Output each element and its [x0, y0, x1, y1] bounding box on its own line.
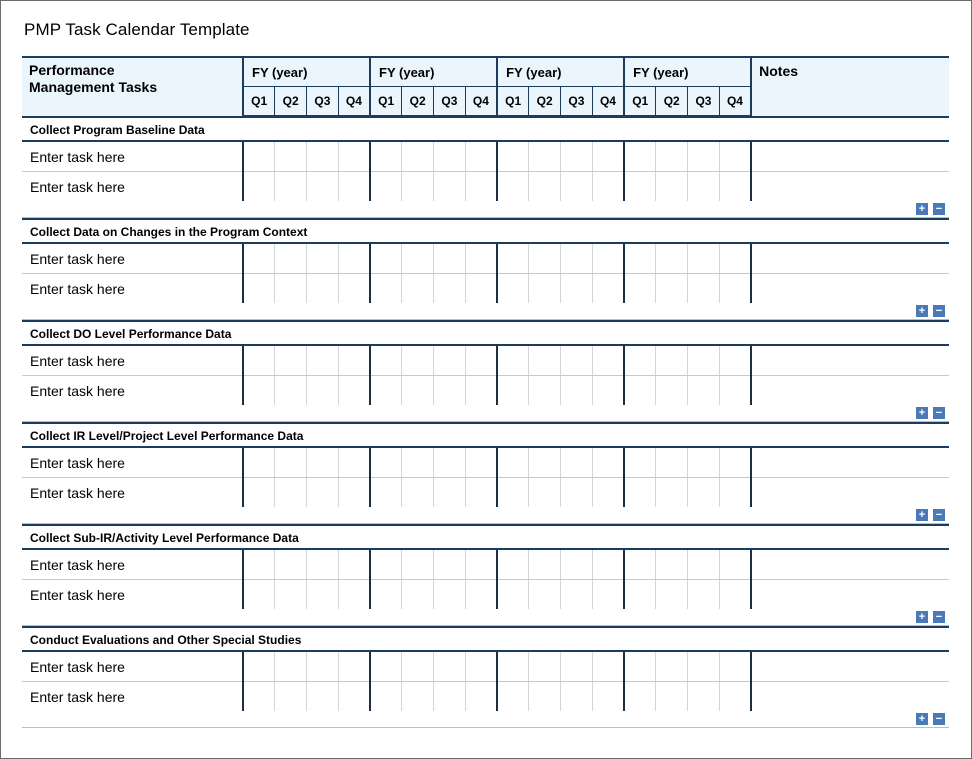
quarter-header-q3: Q3: [688, 87, 720, 116]
quarter-cell[interactable]: [592, 172, 624, 202]
quarter-cell[interactable]: [624, 376, 656, 406]
calendar-header: [22, 56, 949, 116]
quarter-cell[interactable]: [370, 274, 402, 304]
tasks-header-line2: Management Tasks: [29, 79, 158, 95]
quarter-cell[interactable]: [592, 346, 624, 376]
quarter-cell[interactable]: [275, 652, 307, 682]
row-controls: [22, 405, 949, 422]
quarter-cell[interactable]: [719, 682, 751, 712]
quarter-header-q4: Q4: [719, 87, 751, 116]
quarter-cell[interactable]: [243, 244, 275, 274]
quarter-cell[interactable]: [370, 346, 402, 376]
row-controls: [22, 711, 949, 728]
quarter-cell[interactable]: [656, 172, 688, 202]
quarter-cell[interactable]: [338, 274, 370, 304]
quarter-cell[interactable]: [402, 244, 434, 274]
quarter-cell[interactable]: [529, 172, 561, 202]
quarter-cell[interactable]: [529, 142, 561, 172]
quarter-cell[interactable]: [370, 172, 402, 202]
fy-header-4: FY (year): [624, 57, 751, 87]
quarter-cell[interactable]: [656, 550, 688, 580]
section-title: Collect DO Level Performance Data: [22, 320, 949, 346]
quarter-cell[interactable]: [370, 376, 402, 406]
add-row-button[interactable]: +: [916, 713, 928, 725]
quarter-cell[interactable]: [561, 172, 593, 202]
quarter-cell[interactable]: [688, 142, 720, 172]
quarter-cell[interactable]: [338, 346, 370, 376]
quarter-cell[interactable]: [434, 652, 466, 682]
section-title: Collect IR Level/Project Level Performance Data: [22, 422, 949, 448]
notes-cell[interactable]: [751, 682, 949, 712]
notes-cell[interactable]: [751, 244, 949, 274]
add-row-button[interactable]: +: [916, 509, 928, 521]
quarter-cell[interactable]: [275, 172, 307, 202]
quarter-cell[interactable]: [656, 652, 688, 682]
quarter-cell[interactable]: [307, 142, 339, 172]
task-table: [22, 346, 949, 405]
quarter-cell[interactable]: [465, 172, 497, 202]
notes-cell[interactable]: [751, 142, 949, 172]
table-row: [22, 550, 949, 580]
quarter-cell[interactable]: [529, 682, 561, 712]
quarter-cell[interactable]: [275, 274, 307, 304]
quarter-cell[interactable]: [434, 376, 466, 406]
quarter-cell[interactable]: [561, 682, 593, 712]
quarter-header-q3: Q3: [307, 87, 339, 116]
table-row: [22, 682, 949, 712]
quarter-cell[interactable]: [338, 652, 370, 682]
quarter-header-q3: Q3: [561, 87, 593, 116]
quarter-cell[interactable]: [529, 448, 561, 478]
sections-container: [22, 116, 949, 728]
notes-cell[interactable]: [751, 478, 949, 508]
quarter-cell[interactable]: [307, 172, 339, 202]
quarter-cell[interactable]: [338, 682, 370, 712]
quarter-cell[interactable]: [497, 172, 529, 202]
task-name-cell[interactable]: Enter task here: [30, 178, 125, 195]
quarter-cell[interactable]: [688, 448, 720, 478]
quarter-cell[interactable]: [719, 346, 751, 376]
notes-cell[interactable]: [751, 376, 949, 406]
quarter-cell[interactable]: [624, 580, 656, 610]
quarter-cell[interactable]: [624, 172, 656, 202]
notes-cell[interactable]: [751, 580, 949, 610]
task-name-cell[interactable]: Enter task here: [30, 586, 125, 603]
quarter-cell[interactable]: [529, 346, 561, 376]
quarter-cell[interactable]: [402, 550, 434, 580]
task-name-cell[interactable]: Enter task here: [30, 484, 125, 501]
table-row: [22, 346, 949, 376]
quarter-cell[interactable]: [688, 346, 720, 376]
table-row: [22, 142, 949, 172]
quarter-cell[interactable]: [624, 682, 656, 712]
quarter-cell[interactable]: [656, 580, 688, 610]
quarter-cell[interactable]: [497, 478, 529, 508]
table-row: [22, 652, 949, 682]
quarter-cell[interactable]: [656, 142, 688, 172]
quarter-cell[interactable]: [624, 478, 656, 508]
quarter-cell[interactable]: [561, 478, 593, 508]
quarter-cell[interactable]: [592, 376, 624, 406]
quarter-cell[interactable]: [497, 376, 529, 406]
quarter-cell[interactable]: [402, 172, 434, 202]
quarter-cell[interactable]: [592, 580, 624, 610]
quarter-cell[interactable]: [592, 448, 624, 478]
quarter-cell[interactable]: [243, 550, 275, 580]
quarter-cell[interactable]: [624, 274, 656, 304]
quarter-cell[interactable]: [465, 244, 497, 274]
quarter-cell[interactable]: [275, 142, 307, 172]
quarter-cell[interactable]: [592, 652, 624, 682]
task-name-cell[interactable]: Enter task here: [22, 244, 243, 274]
notes-cell[interactable]: [751, 550, 949, 580]
section-title: Collect Data on Changes in the Program Context: [22, 218, 949, 244]
quarter-cell[interactable]: [243, 448, 275, 478]
quarter-header-q1: Q1: [370, 87, 402, 116]
quarter-cell[interactable]: [434, 478, 466, 508]
quarter-cell[interactable]: [307, 346, 339, 376]
quarter-cell[interactable]: [370, 478, 402, 508]
add-row-button[interactable]: +: [916, 203, 928, 215]
quarter-cell[interactable]: [307, 652, 339, 682]
table-row: [22, 274, 949, 304]
quarter-cell[interactable]: [688, 376, 720, 406]
quarter-cell[interactable]: [434, 346, 466, 376]
quarter-cell[interactable]: [465, 652, 497, 682]
quarter-cell[interactable]: [402, 142, 434, 172]
quarter-cell[interactable]: [307, 478, 339, 508]
quarter-cell[interactable]: [434, 550, 466, 580]
quarter-cell[interactable]: [307, 448, 339, 478]
quarter-header-q1: Q1: [624, 87, 656, 116]
quarter-cell[interactable]: [624, 142, 656, 172]
quarter-cell[interactable]: [624, 652, 656, 682]
remove-row-button[interactable]: −: [933, 203, 945, 215]
quarter-cell[interactable]: [243, 142, 275, 172]
quarter-cell[interactable]: [338, 172, 370, 202]
quarter-cell[interactable]: [561, 580, 593, 610]
quarter-cell[interactable]: [719, 652, 751, 682]
quarter-cell[interactable]: [688, 682, 720, 712]
fy-header-2: FY (year): [370, 57, 497, 87]
quarter-cell[interactable]: [497, 682, 529, 712]
quarter-cell[interactable]: [465, 274, 497, 304]
quarter-cell[interactable]: [370, 682, 402, 712]
task-name-cell[interactable]: Enter task here: [22, 652, 243, 682]
quarter-cell[interactable]: [402, 682, 434, 712]
remove-row-button[interactable]: −: [933, 305, 945, 317]
remove-row-button[interactable]: −: [933, 611, 945, 623]
quarter-cell[interactable]: [434, 682, 466, 712]
quarter-cell[interactable]: [402, 346, 434, 376]
table-row: [22, 376, 949, 406]
quarter-cell[interactable]: [561, 274, 593, 304]
quarter-cell[interactable]: [465, 376, 497, 406]
section-title: Collect Sub-IR/Activity Level Performance Data: [22, 524, 949, 550]
quarter-cell[interactable]: [465, 682, 497, 712]
task-section: [22, 218, 949, 320]
quarter-cell[interactable]: [624, 346, 656, 376]
quarter-cell[interactable]: [338, 244, 370, 274]
add-row-button[interactable]: +: [916, 407, 928, 419]
table-row: [22, 448, 949, 478]
quarter-cell[interactable]: [275, 682, 307, 712]
notes-cell[interactable]: [751, 448, 949, 478]
quarter-cell[interactable]: [656, 682, 688, 712]
quarter-cell[interactable]: [529, 580, 561, 610]
task-section: [22, 422, 949, 524]
quarter-cell[interactable]: [307, 244, 339, 274]
quarter-cell[interactable]: [719, 580, 751, 610]
quarter-cell[interactable]: [592, 142, 624, 172]
quarter-cell[interactable]: [338, 580, 370, 610]
quarter-cell[interactable]: [497, 448, 529, 478]
quarter-cell[interactable]: [434, 172, 466, 202]
quarter-cell[interactable]: [656, 244, 688, 274]
quarter-cell[interactable]: [592, 478, 624, 508]
quarter-cell[interactable]: [719, 478, 751, 508]
calendar-sheet: [22, 56, 949, 728]
quarter-cell[interactable]: [719, 448, 751, 478]
quarter-cell[interactable]: [497, 580, 529, 610]
quarter-cell[interactable]: [370, 550, 402, 580]
quarter-cell[interactable]: [529, 376, 561, 406]
quarter-cell[interactable]: [370, 142, 402, 172]
quarter-cell[interactable]: [656, 376, 688, 406]
task-name-cell[interactable]: Enter task here: [22, 448, 243, 478]
task-table: [22, 448, 949, 507]
quarter-cell[interactable]: [624, 448, 656, 478]
task-table: [22, 244, 949, 303]
quarter-cell[interactable]: [307, 376, 339, 406]
quarter-cell[interactable]: [656, 448, 688, 478]
section-title: Conduct Evaluations and Other Special Studies: [22, 626, 949, 652]
quarter-cell[interactable]: [370, 652, 402, 682]
quarter-cell[interactable]: [275, 550, 307, 580]
remove-row-button[interactable]: −: [933, 509, 945, 521]
quarter-cell[interactable]: [529, 550, 561, 580]
notes-cell[interactable]: [751, 652, 949, 682]
quarter-cell[interactable]: [624, 244, 656, 274]
quarter-cell[interactable]: [656, 274, 688, 304]
quarter-cell[interactable]: [719, 172, 751, 202]
quarter-cell[interactable]: [719, 142, 751, 172]
remove-row-button[interactable]: −: [933, 713, 945, 725]
quarter-cell[interactable]: [529, 478, 561, 508]
notes-column-header: Notes: [751, 57, 949, 116]
task-name-cell[interactable]: Enter task here: [30, 280, 125, 297]
page-title: PMP Task Calendar Template: [24, 20, 250, 39]
quarter-cell[interactable]: [497, 346, 529, 376]
quarter-header-q4: Q4: [592, 87, 624, 116]
quarter-cell[interactable]: [497, 142, 529, 172]
quarter-cell[interactable]: [434, 448, 466, 478]
task-name-cell[interactable]: Enter task here: [22, 550, 243, 580]
quarter-cell[interactable]: [592, 682, 624, 712]
notes-cell[interactable]: [751, 172, 949, 202]
quarter-header-q3: Q3: [434, 87, 466, 116]
quarter-cell[interactable]: [307, 580, 339, 610]
table-row: [22, 172, 949, 202]
quarter-cell[interactable]: [370, 580, 402, 610]
quarter-cell[interactable]: [338, 142, 370, 172]
quarter-cell[interactable]: [338, 478, 370, 508]
quarter-cell[interactable]: [402, 448, 434, 478]
task-section: [22, 524, 949, 626]
task-table: [22, 550, 949, 609]
quarter-cell[interactable]: [561, 376, 593, 406]
task-table: [22, 652, 949, 711]
quarter-cell[interactable]: [497, 652, 529, 682]
fy-header-3: FY (year): [497, 57, 624, 87]
add-row-button[interactable]: +: [916, 305, 928, 317]
quarter-cell[interactable]: [688, 172, 720, 202]
quarter-cell[interactable]: [307, 274, 339, 304]
quarter-cell[interactable]: [307, 682, 339, 712]
section-title: Collect Program Baseline Data: [22, 116, 949, 142]
quarter-cell[interactable]: [497, 244, 529, 274]
table-row: [22, 244, 949, 274]
quarter-cell[interactable]: [434, 142, 466, 172]
quarter-cell[interactable]: [402, 478, 434, 508]
quarter-cell[interactable]: [624, 550, 656, 580]
quarter-header-q4: Q4: [338, 87, 370, 116]
quarter-cell[interactable]: [434, 274, 466, 304]
quarter-cell[interactable]: [465, 580, 497, 610]
quarter-cell[interactable]: [561, 346, 593, 376]
task-name-cell[interactable]: Enter task here: [30, 688, 125, 705]
quarter-cell[interactable]: [243, 172, 275, 202]
quarter-cell[interactable]: [497, 274, 529, 304]
remove-row-button[interactable]: −: [933, 407, 945, 419]
quarter-cell[interactable]: [561, 448, 593, 478]
quarter-cell[interactable]: [275, 580, 307, 610]
quarter-cell[interactable]: [243, 346, 275, 376]
quarter-header-q4: Q4: [465, 87, 497, 116]
quarter-cell[interactable]: [719, 244, 751, 274]
quarter-cell[interactable]: [402, 652, 434, 682]
quarter-cell[interactable]: [243, 274, 275, 304]
quarter-cell[interactable]: [719, 274, 751, 304]
quarter-cell[interactable]: [688, 478, 720, 508]
task-name-cell[interactable]: Enter task here: [22, 142, 243, 172]
quarter-cell[interactable]: [561, 244, 593, 274]
quarter-cell[interactable]: [275, 346, 307, 376]
quarter-cell[interactable]: [307, 550, 339, 580]
quarter-cell[interactable]: [370, 448, 402, 478]
quarter-cell[interactable]: [529, 274, 561, 304]
quarter-header-q1: Q1: [497, 87, 529, 116]
quarter-cell[interactable]: [243, 580, 275, 610]
row-controls: [22, 201, 949, 218]
quarter-cell[interactable]: [465, 478, 497, 508]
quarter-header-q1: Q1: [243, 87, 275, 116]
row-controls: [22, 303, 949, 320]
task-table: [22, 142, 949, 201]
quarter-cell[interactable]: [529, 244, 561, 274]
quarter-cell[interactable]: [561, 550, 593, 580]
row-controls: [22, 507, 949, 524]
quarter-cell[interactable]: [465, 448, 497, 478]
quarter-cell[interactable]: [338, 448, 370, 478]
quarter-cell[interactable]: [465, 142, 497, 172]
quarter-cell[interactable]: [275, 448, 307, 478]
quarter-cell[interactable]: [656, 478, 688, 508]
quarter-cell[interactable]: [465, 346, 497, 376]
add-row-button[interactable]: +: [916, 611, 928, 623]
quarter-cell[interactable]: [465, 550, 497, 580]
quarter-cell[interactable]: [402, 376, 434, 406]
tasks-header-line1: Performance: [29, 62, 115, 78]
quarter-cell[interactable]: [243, 376, 275, 406]
quarter-header-q2: Q2: [656, 87, 688, 116]
quarter-cell[interactable]: [688, 580, 720, 610]
task-section: [22, 320, 949, 422]
quarter-cell[interactable]: [561, 652, 593, 682]
tasks-column-header: [22, 57, 243, 116]
table-row: [22, 478, 949, 508]
quarter-header-q2: Q2: [402, 87, 434, 116]
quarter-cell[interactable]: [434, 580, 466, 610]
quarter-cell[interactable]: [656, 346, 688, 376]
quarter-cell[interactable]: [688, 652, 720, 682]
quarter-cell[interactable]: [529, 652, 561, 682]
quarter-cell[interactable]: [688, 274, 720, 304]
quarter-cell[interactable]: [434, 244, 466, 274]
quarter-cell[interactable]: [688, 244, 720, 274]
quarter-cell[interactable]: [719, 376, 751, 406]
quarter-cell[interactable]: [561, 142, 593, 172]
task-section: [22, 116, 949, 218]
quarter-cell[interactable]: [402, 580, 434, 610]
quarter-cell[interactable]: [243, 478, 275, 508]
quarter-cell[interactable]: [275, 478, 307, 508]
notes-cell[interactable]: [751, 274, 949, 304]
quarter-cell[interactable]: [719, 550, 751, 580]
quarter-header-q2: Q2: [275, 87, 307, 116]
quarter-cell[interactable]: [370, 244, 402, 274]
quarter-cell[interactable]: [243, 682, 275, 712]
quarter-cell[interactable]: [402, 274, 434, 304]
quarter-cell[interactable]: [497, 550, 529, 580]
quarter-cell[interactable]: [338, 376, 370, 406]
quarter-header-q2: Q2: [529, 87, 561, 116]
quarter-cell[interactable]: [275, 376, 307, 406]
quarter-cell[interactable]: [243, 652, 275, 682]
fy-header-1: FY (year): [243, 57, 370, 87]
task-name-cell[interactable]: Enter task here: [22, 346, 243, 376]
quarter-cell[interactable]: [275, 244, 307, 274]
quarter-cell[interactable]: [592, 244, 624, 274]
row-controls: [22, 609, 949, 626]
notes-cell[interactable]: [751, 346, 949, 376]
task-name-cell[interactable]: Enter task here: [30, 382, 125, 399]
quarter-cell[interactable]: [338, 550, 370, 580]
quarter-cell[interactable]: [592, 550, 624, 580]
table-row: [22, 580, 949, 610]
quarter-cell[interactable]: [592, 274, 624, 304]
quarter-cell[interactable]: [688, 550, 720, 580]
task-section: [22, 626, 949, 728]
